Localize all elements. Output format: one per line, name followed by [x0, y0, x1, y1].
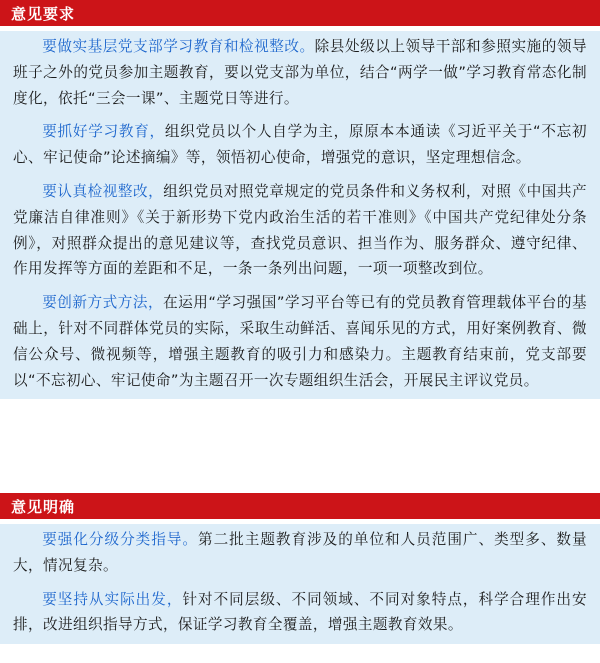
section-body	[0, 31, 600, 399]
paragraph-lead: 要创新方式方法，	[42, 294, 164, 312]
paragraph-lead: 要抓好学习教育，	[42, 123, 165, 141]
paragraph	[13, 290, 587, 393]
paragraph	[13, 119, 587, 171]
paragraph-lead: 要认真检视整改，	[42, 182, 164, 200]
paragraph-text: 第二批主题教育涉及的单位和人员范围广、类型多、数量大，情况复杂。	[13, 531, 587, 574]
paragraph	[13, 34, 587, 111]
section-title: 意见要求	[11, 4, 76, 23]
paragraph-lead: 要做实基层党支部学习教育和检视整改。	[42, 38, 315, 55]
paragraph-lead: 要强化分级分类指导。	[42, 531, 199, 548]
section-header	[0, 493, 600, 519]
paragraph	[13, 587, 587, 639]
paragraph-lead: 要坚持从实际出发，	[42, 590, 183, 608]
paragraph-text: 针对不同层级、不同领域、不同对象特点，科学合理作出安排，改进组织指导方式，保证学习教育全覆盖，增强主题教育效果。	[13, 590, 587, 634]
section-header	[0, 0, 600, 26]
paragraph-text: 组织党员以个人自学为主，原原本本通读《习近平关于“不忘初心、牢记使命”论述摘编》等，领悟初心使命，增强党的意识，坚定理想信念。	[13, 123, 588, 167]
section-body	[0, 524, 600, 644]
paragraph-text: 组织党员对照党章规定的党员条件和义务权利，对照《中国共产党廉洁自律准则》《关于新形势下党内政治生活的若干准则》《中国共产党纪律处分条例》，对照群众提出的意见建议等，查找党员意识、担当作为、服务群众、遵守纪律、作用发挥等方面的差距和不足，一条一条列出问题，一项一项整改到位。	[13, 182, 588, 278]
paragraph-text: 除县处级以上领导干部和参照实施的领导班子之外的党员参加主题教育，要以党支部为单位，结合“两学一做”学习教育常态化制度化，依托“三会一课”、主题党日等进行。	[13, 38, 588, 107]
paragraph	[13, 527, 587, 579]
section-clarifications	[0, 493, 600, 644]
paragraph	[13, 179, 587, 282]
section-title: 意见明确	[11, 497, 76, 516]
paragraph-text: 在运用“学习强国”学习平台等已有的党员教育管理载体平台的基础上，针对不同群体党员的实际，采取生动鲜活、喜闻乐见的方式，用好案例教育、微信公众号、微视频等，增强主题教育的吸引力和感染力。主题教育结束前，党支部要以“不忘初心、牢记使命”为主题召开一次专题组织生活会，开展民主评议党员。	[13, 294, 588, 389]
